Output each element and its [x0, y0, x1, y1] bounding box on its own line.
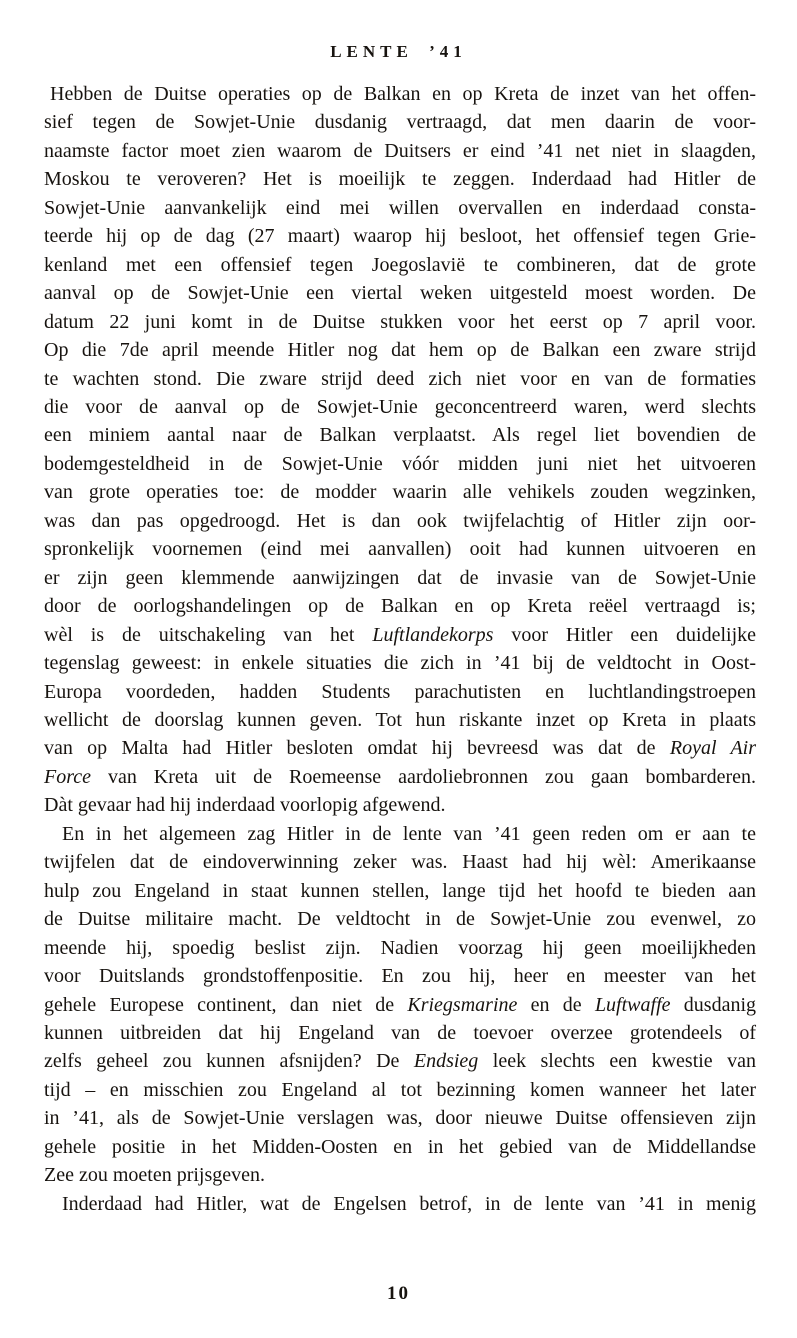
text-line — [44, 194, 756, 222]
text-line — [44, 507, 756, 535]
text-segment: datum 22 juni komt in de Duitse stukken voor het eerst op 7 april voor. — [44, 310, 756, 333]
italic-text: Endsieg — [413, 1050, 479, 1073]
text-segment: door de oorlogshandelingen op de Balkan en op Kreta reëel vertraagd is; — [44, 595, 756, 618]
text-segment: En in het algemeen zag Hitler in de lente van ’41 geen reden om er aan te — [62, 822, 756, 845]
text-line — [44, 450, 756, 478]
text-line — [44, 848, 756, 876]
text-segment: bodemgesteldheid in de Sowjet-Unie vóór midden juni niet het uitvoeren — [44, 452, 756, 475]
text-segment: kunnen uitbreiden dat hij Engeland van de toevoer overzee grotendeels of — [44, 1021, 756, 1044]
text-line — [44, 649, 756, 677]
text-segment: leek slechts een kwestie van — [478, 1050, 757, 1073]
text-segment: een miniem aantal naar de Balkan verplaatst. Als regel liet bovendien de — [44, 424, 756, 447]
text-line — [44, 535, 756, 563]
text-segment: en de — [517, 993, 595, 1016]
text-segment: wèl is de uitschakeling van het — [44, 623, 373, 646]
text-segment: meende hij, spoedig beslist zijn. Nadien voorzag hij geen moeilijkheden — [44, 936, 756, 959]
text-segment: aanval op de Sowjet-Unie een viertal weken uitgesteld moest worden. De — [44, 282, 756, 305]
text-line — [44, 279, 756, 307]
text-line — [44, 251, 756, 279]
body-text — [44, 80, 756, 1218]
italic-text: Luftlandekorps — [372, 623, 494, 646]
text-line — [44, 1104, 756, 1132]
italic-text: Luftwaffe — [594, 993, 671, 1016]
text-line — [44, 621, 756, 649]
text-line — [44, 365, 756, 393]
text-line — [44, 1133, 756, 1161]
text-segment: Inderdaad had Hitler, wat de Engelsen betrof, in de lente van ’41 in menig — [62, 1192, 756, 1215]
text-line — [44, 1076, 756, 1104]
text-segment: twijfelen dat de eindoverwinning zeker was. Haast had hij wèl: Amerikaanse — [44, 851, 756, 874]
text-segment: naamste factor moet zien waarom de Duitsers er eind ’41 net niet in slaagden, — [44, 139, 756, 162]
text-line — [44, 1161, 756, 1189]
text-line — [44, 421, 756, 449]
text-segment: van op Malta had Hitler besloten omdat hij bevreesd was dat de — [44, 737, 670, 760]
text-line — [44, 905, 756, 933]
text-segment: voor Hitler een duidelijke — [493, 623, 757, 646]
text-line — [44, 393, 756, 421]
text-segment: die voor de aanval op de Sowjet-Unie geconcentreerd waren, werd slechts — [44, 395, 756, 418]
text-line — [44, 1047, 756, 1075]
italic-text: Royal Air — [669, 737, 757, 760]
text-segment: gehele positie in het Midden-Oosten en in het gebied van de Middellandse — [44, 1135, 756, 1158]
text-segment: hulp zou Engeland in staat kunnen stellen, lange tijd het hoofd te bieden aan — [44, 879, 756, 902]
text-segment: was dan pas opgedroogd. Het is dan ook twijfelachtig of Hitler zijn oor- — [44, 509, 756, 532]
text-line — [44, 336, 756, 364]
text-segment: tijd – en misschien zou Engeland al tot bezinning komen wanneer het later — [44, 1078, 756, 1101]
text-line — [44, 734, 756, 762]
text-line — [44, 877, 756, 905]
text-segment: teerde hij op de dag (27 maart) waarop hij besloot, het offensief tegen Grie- — [44, 225, 756, 248]
text-line — [44, 991, 756, 1019]
text-line — [44, 934, 756, 962]
italic-text: Kriegsmarine — [407, 993, 518, 1016]
text-segment: spronkelijk voornemen (eind mei aanvallen) ooit had kunnen uitvoeren en — [44, 538, 756, 561]
text-segment: Europa voordeden, hadden Students parachutisten en luchtlandingstroepen — [44, 680, 756, 703]
text-line — [44, 108, 756, 136]
text-line — [44, 678, 756, 706]
text-segment: van Kreta uit de Roemeense aardoliebronnen zou gaan bombarderen. — [91, 765, 756, 788]
text-line — [44, 1019, 756, 1047]
text-segment: wellicht de doorslag kunnen geven. Tot hun riskante inzet op Kreta in plaats — [44, 708, 756, 731]
italic-text: Force — [44, 765, 92, 788]
text-line — [44, 763, 756, 791]
text-line — [44, 1190, 756, 1218]
text-segment: te wachten stond. Die zware strijd deed zich niet voor en van de formaties — [44, 367, 756, 390]
text-segment: kenland met een offensief tegen Joegoslavië te combineren, dat de grote — [44, 253, 756, 276]
text-segment: in ’41, als de Sowjet-Unie verslagen was, door nieuwe Duitse offensieven zijn — [44, 1107, 756, 1130]
text-line — [44, 962, 756, 990]
text-segment: Dàt gevaar had hij inderdaad voorlopig afgewend. — [44, 794, 446, 817]
text-segment: Sowjet-Unie aanvankelijk eind mei willen overvallen en inderdaad consta- — [44, 196, 756, 219]
text-segment: de Duitse militaire macht. De veldtocht in de Sowjet-Unie zou evenwel, zo — [44, 908, 756, 931]
text-line — [44, 137, 756, 165]
text-segment: Moskou te veroveren? Het is moeilijk te zeggen. Inderdaad had Hitler de — [44, 168, 756, 191]
text-line — [44, 478, 756, 506]
text-line — [44, 592, 756, 620]
text-line — [44, 820, 756, 848]
page-number: 10 — [387, 1283, 410, 1304]
text-line — [44, 80, 756, 108]
text-segment: er zijn geen klemmende aanwijzingen dat de invasie van de Sowjet-Unie — [44, 566, 756, 589]
text-segment: van grote operaties toe: de modder waarin alle vehikels zouden wegzinken, — [44, 481, 756, 504]
text-line — [44, 165, 756, 193]
text-line — [44, 308, 756, 336]
text-segment: Zee zou moeten prijsgeven. — [44, 1164, 266, 1187]
text-segment: Op die 7de april meende Hitler nog dat hem op de Balkan een zware strijd — [44, 339, 756, 362]
text-line — [44, 564, 756, 592]
text-line — [44, 706, 756, 734]
text-segment: voor Duitslands grondstoffenpositie. En zou hij, heer en meester van het — [44, 965, 756, 988]
text-line — [44, 791, 756, 819]
text-line — [44, 222, 756, 250]
text-segment: Hebben de Duitse operaties op de Balkan en op Kreta de inzet van het offen- — [50, 83, 756, 105]
text-segment: zelfs geheel zou kunnen afsnijden? De — [44, 1050, 414, 1073]
running-header: LENTE ’41 — [330, 42, 467, 61]
text-segment: dusdanig — [670, 993, 756, 1016]
text-segment: tegenslag geweest: in enkele situaties die zich in ’41 bij de veldtocht in Oost- — [44, 652, 756, 675]
text-segment: sief tegen de Sowjet-Unie dusdanig vertraagd, dat men daarin de voor- — [44, 111, 756, 134]
text-segment: gehele Europese continent, dan niet de — [44, 993, 408, 1016]
